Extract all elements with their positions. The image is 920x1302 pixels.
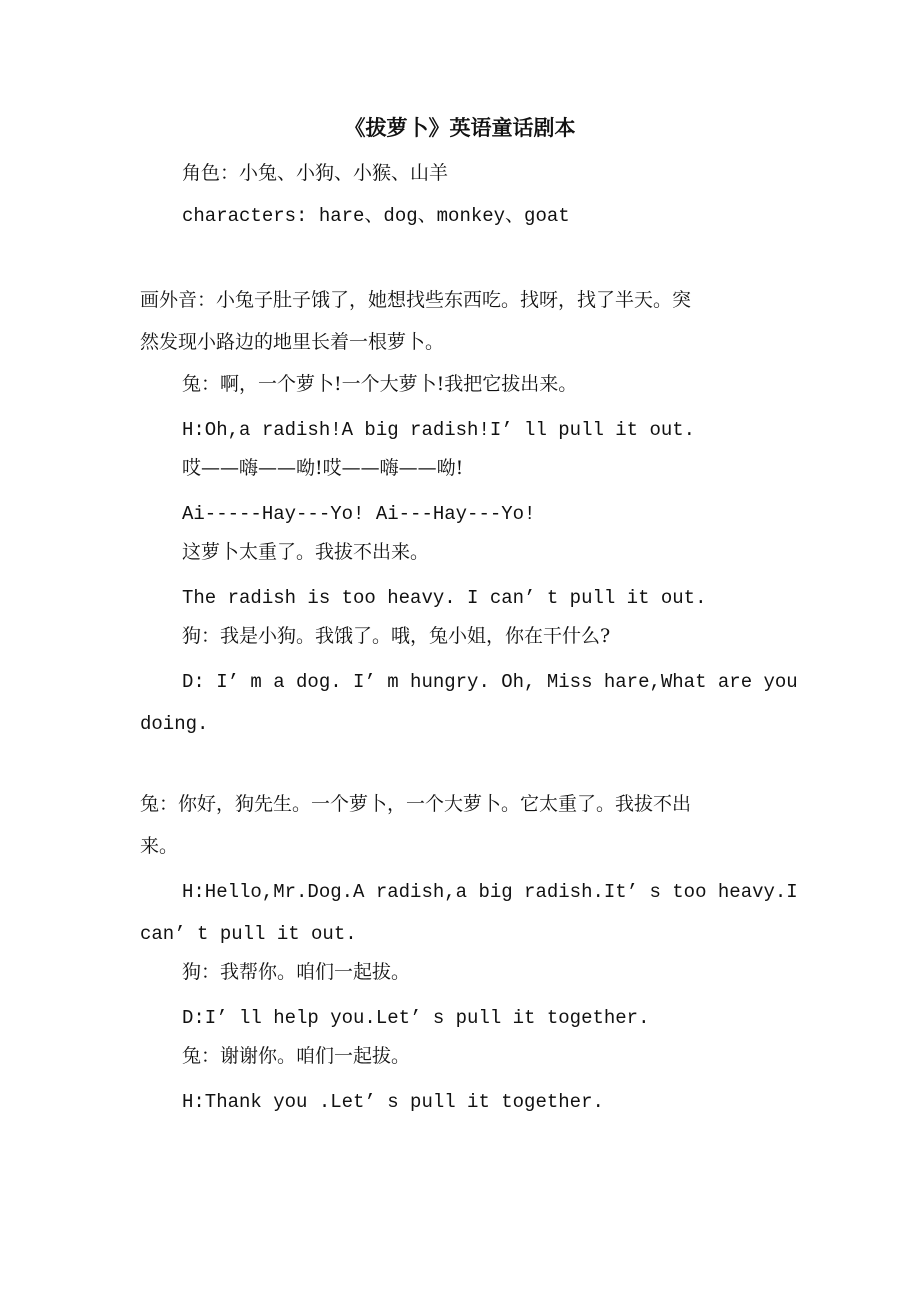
dog-line-en-1a: D: I’ m a dog. I’ m hungry. Oh, Miss hare,What are you <box>182 671 798 693</box>
narration-line-1: 画外音：小兔子肚子饿了，她想找些东西吃。找呀，找了半天。突 <box>140 289 692 311</box>
narration-line-2: 然发现小路边的地里长着一根萝卜。 <box>140 331 445 353</box>
hare-line-en-5: H:Thank you .Let’ s pull it together. <box>182 1091 604 1113</box>
hare-line-en-4b: can’ t pull it out. <box>140 923 357 945</box>
roles-line-en: characters: hare、dog、monkey、goat <box>182 205 570 227</box>
hare-line-cn-4b: 来。 <box>140 835 179 857</box>
dog-line-cn-2: 狗：我帮你。咱们一起拔。 <box>182 961 411 983</box>
hare-line-cn-5: 兔：谢谢你。咱们一起拔。 <box>182 1045 411 1067</box>
hare-line-en-2: Ai-----Hay---Yo! Ai---Hay---Yo! <box>182 503 536 525</box>
dog-line-cn-1: 狗：我是小狗。我饿了。哦，兔小姐，你在干什么? <box>182 625 611 647</box>
dog-line-en-1b: doing. <box>140 713 209 735</box>
hare-line-en-4a: H:Hello,Mr.Dog.A radish,a big radish.It’ s too heavy.I <box>182 881 798 903</box>
hare-line-cn-3: 这萝卜太重了。我拔不出来。 <box>182 541 430 563</box>
hare-line-cn-1: 兔：啊，一个萝卜!一个大萝卜!我把它拔出来。 <box>182 373 578 395</box>
hare-line-cn-4a: 兔：你好，狗先生。一个萝卜，一个大萝卜。它太重了。我拔不出 <box>140 793 692 815</box>
hare-line-cn-2: 哎——嗨——呦!哎——嗨——呦! <box>182 457 464 479</box>
document-title: 《拔萝卜》英语童话剧本 <box>344 115 576 140</box>
hare-line-en-1: H:Oh,a radish!A big radish!I’ ll pull it out. <box>182 419 696 441</box>
roles-line-cn: 角色：小兔、小狗、小猴、山羊 <box>182 162 449 184</box>
dog-line-en-2: D:I’ ll help you.Let’ s pull it together. <box>182 1007 650 1029</box>
hare-line-en-3: The radish is too heavy. I can’ t pull it out. <box>182 587 707 609</box>
